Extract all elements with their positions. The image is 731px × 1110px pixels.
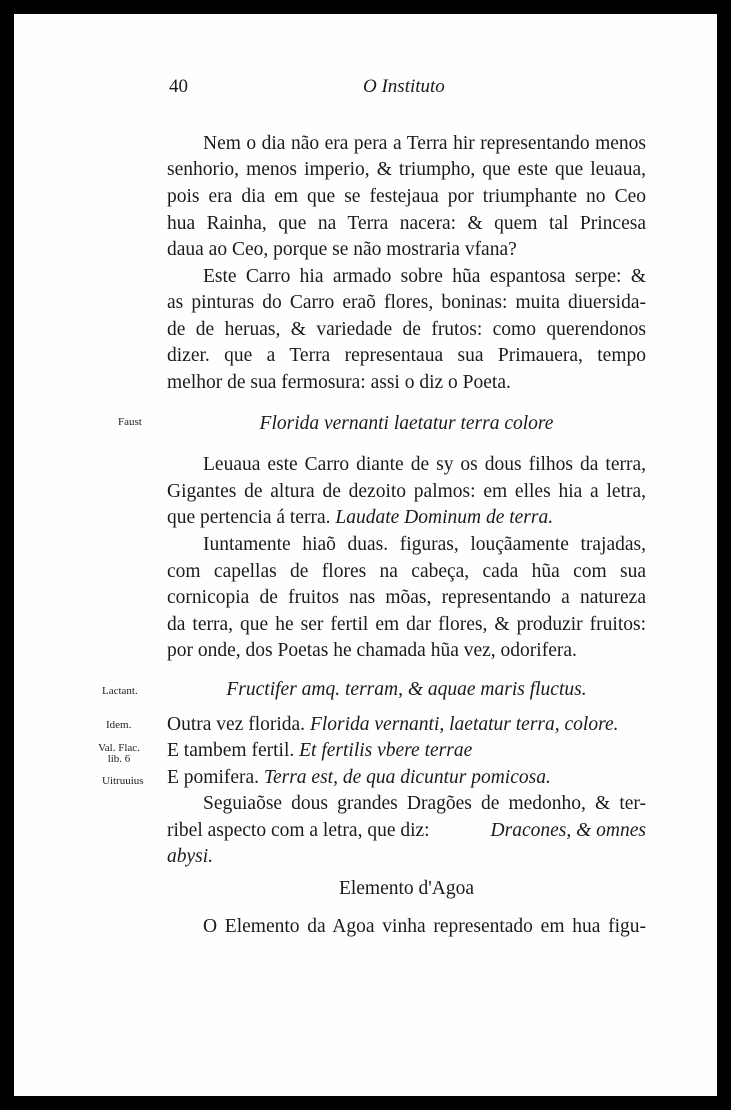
epithet-3-text: E pomifera. [167,767,260,788]
paragraph-4-line-5: por onde, dos Poetas he chamada hũa vez, odorifera. [167,640,577,661]
epithet-2-text: E tambem fertil. [167,740,295,761]
epithet-line-1 [167,712,646,737]
paragraph-4-line-3: cornicopia de fruitos nas mõas, representando a natureza [167,587,646,608]
section-heading: Elemento d'Agoa [338,878,475,899]
latin-quote-2: Fructifer amq. terram, & aquae maris fluctus. [226,679,587,700]
paragraph-3-line-1: Leuaua este Carro diante de sy os dous filhos da terra, [203,454,646,475]
paragraph-4-line-4: da terra, que he ser fertil em dar flores, & produzir fruitos: [167,614,646,635]
paragraph-1-line-3: pois era dia em que se festejaua por triumphante no Ceo [167,186,646,207]
page-header [14,76,717,106]
margin-note-uitruuius: Uitruuius [102,775,144,787]
paragraph-1-line-4: hua Rainha, que na Terra nacera: & quem tal Princesa [167,213,646,234]
dracones-quote: Dracones, & omnes [490,820,646,841]
paragraph-3-line-3-text: que pertencia á terra. [167,507,331,528]
paragraph-2-line-3: de de heruas, & variedade de frutos: como querendonos [167,319,646,340]
page-number: 40 [169,76,188,97]
paragraph-3-line-3 [167,505,646,530]
epithet-line-3 [167,765,646,790]
paragraph-4-line-2: com capellas de flores na cabeça, cada hũa com sua [167,561,646,582]
epithet-line-2 [167,738,646,763]
section-first-line: O Elemento da Agoa vinha representado em hua figu- [203,916,646,937]
paragraph-5-line-1: Seguiaõse dous grandes Dragões de medonho, & ter- [203,793,646,814]
margin-note-idem: Idem. [106,719,132,731]
paragraph-5-line-3: abysi. [167,846,214,867]
paragraph-2-line-5: melhor de sua fermosura: assi o diz o Poeta. [167,372,511,393]
latin-quote-1: Florida vernanti laetatur terra colore [259,413,554,434]
running-title: O Instituto [363,76,445,97]
paragraph-1-line-5: daua ao Ceo, porque se não mostraria vfana? [167,239,517,260]
margin-note-val-flac-line-1: Val. Flac. [98,742,140,754]
paragraph-1-line-1: Nem o dia não era pera a Terra hir representando menos [203,133,646,154]
paragraph-2-line-2: as pinturas do Carro eraõ flores, boninas: muita diuersida- [167,292,646,313]
book-page [14,14,717,1096]
paragraph-2-line-4: dizer. que a Terra representaua sua Primauera, tempo [167,345,646,366]
epithet-2-quote: Et fertilis vbere terrae [299,740,473,761]
paragraph-1-line-2: senhorio, menos imperio, & triumpho, que este que leuaua, [167,159,646,180]
laudate-quote: Laudate Dominum de terra. [335,507,554,528]
paragraph-2-line-1: Este Carro hia armado sobre hũa espantosa serpe: & [203,266,646,287]
paragraph-5-line-2 [167,818,646,843]
paragraph-4-line-1: Iuntamente hiaõ duas. figuras, louçãamente trajadas, [203,534,646,555]
epithet-1-text: Outra vez florida. [167,714,306,735]
epithet-1-quote: Florida vernanti, laetatur terra, colore. [309,714,619,735]
paragraph-5-line-2-text: ribel aspecto com a letra, que diz: [167,820,430,841]
margin-note-val-flac [94,743,144,765]
margin-note-val-flac-line-2: lib. 6 [107,753,131,765]
margin-note-faust: Faust [118,416,142,428]
margin-note-lactant: Lactant. [102,685,138,697]
paragraph-3-line-2: Gigantes de altura de dezoito palmos: em elles hia a letra, [167,481,646,502]
epithet-3-quote: Terra est, de qua dicuntur pomicosa. [263,767,551,788]
